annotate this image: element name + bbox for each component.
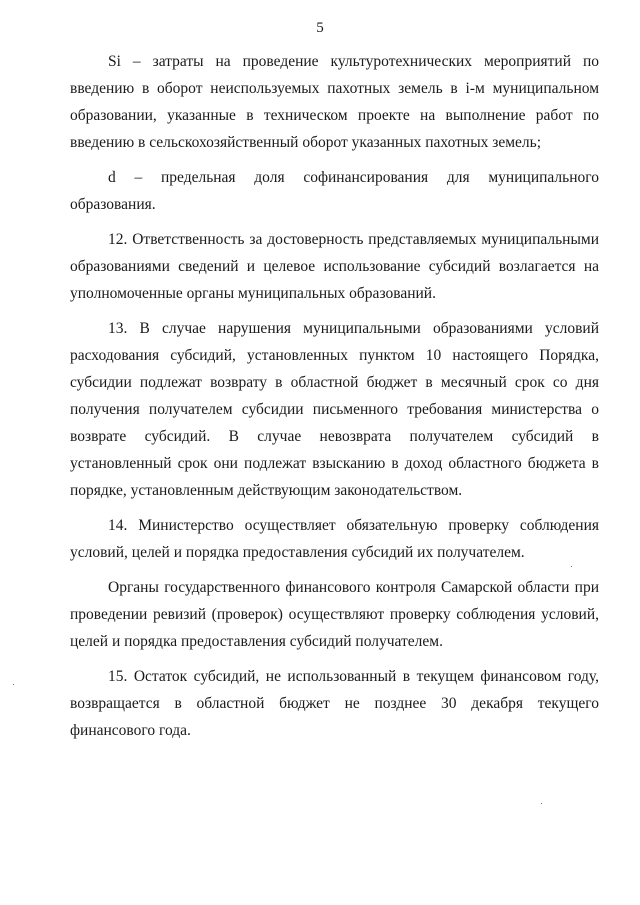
paragraph-12: 12. Ответственность за достоверность представляемых муниципальными образованиями сведений и целевое использование субсидий возлагается на уполномоченные органы муниципальных образований. xyxy=(70,231,599,302)
paragraph-si-definition: Si – затраты на проведение культуротехнических мероприятий по введению в оборот неиспользуемых пахотных земель в i-м муниципальном образовании, указанные в техническом проекте на выполнение работ по введению в сельскохозяйственный оборот указанных пахотных земель; xyxy=(70,53,599,151)
paragraph-d-definition: d – предельная доля софинансирования для муниципального образования. xyxy=(70,169,599,213)
paragraph-financial-control: Органы государственного финансового контроля Самарской области при проведении ревизий (проверок) осуществляют проверку соблюдения условий, целей и порядка предоставления субсидий получателем. xyxy=(70,579,599,650)
page-number: 5 xyxy=(316,20,324,36)
scan-speck xyxy=(13,684,14,685)
paragraph-13: 13. В случае нарушения муниципальными образованиями условий расходования субсидий, установленных пунктом 10 настоящего Порядка, субсидии подлежат возврату в областной бюджет в месячный срок со дня получения получателем субсидии письменного требования министерства о возврате субсидий. В случае невозврата получателем субсидий в установленный срок они подлежат взысканию в доход областного бюджета в порядке, установленным действующим законодательством. xyxy=(70,320,599,499)
scan-speck xyxy=(541,803,542,804)
document-body xyxy=(70,48,599,752)
scan-speck xyxy=(571,566,572,567)
paragraph-15: 15. Остаток субсидий, не использованный в текущем финансовом году, возвращается в областной бюджет не позднее 30 декабря текущего финансового года. xyxy=(70,668,599,739)
paragraph-14: 14. Министерство осуществляет обязательную проверку соблюдения условий, целей и порядка предоставления субсидий их получателем. xyxy=(70,517,599,561)
